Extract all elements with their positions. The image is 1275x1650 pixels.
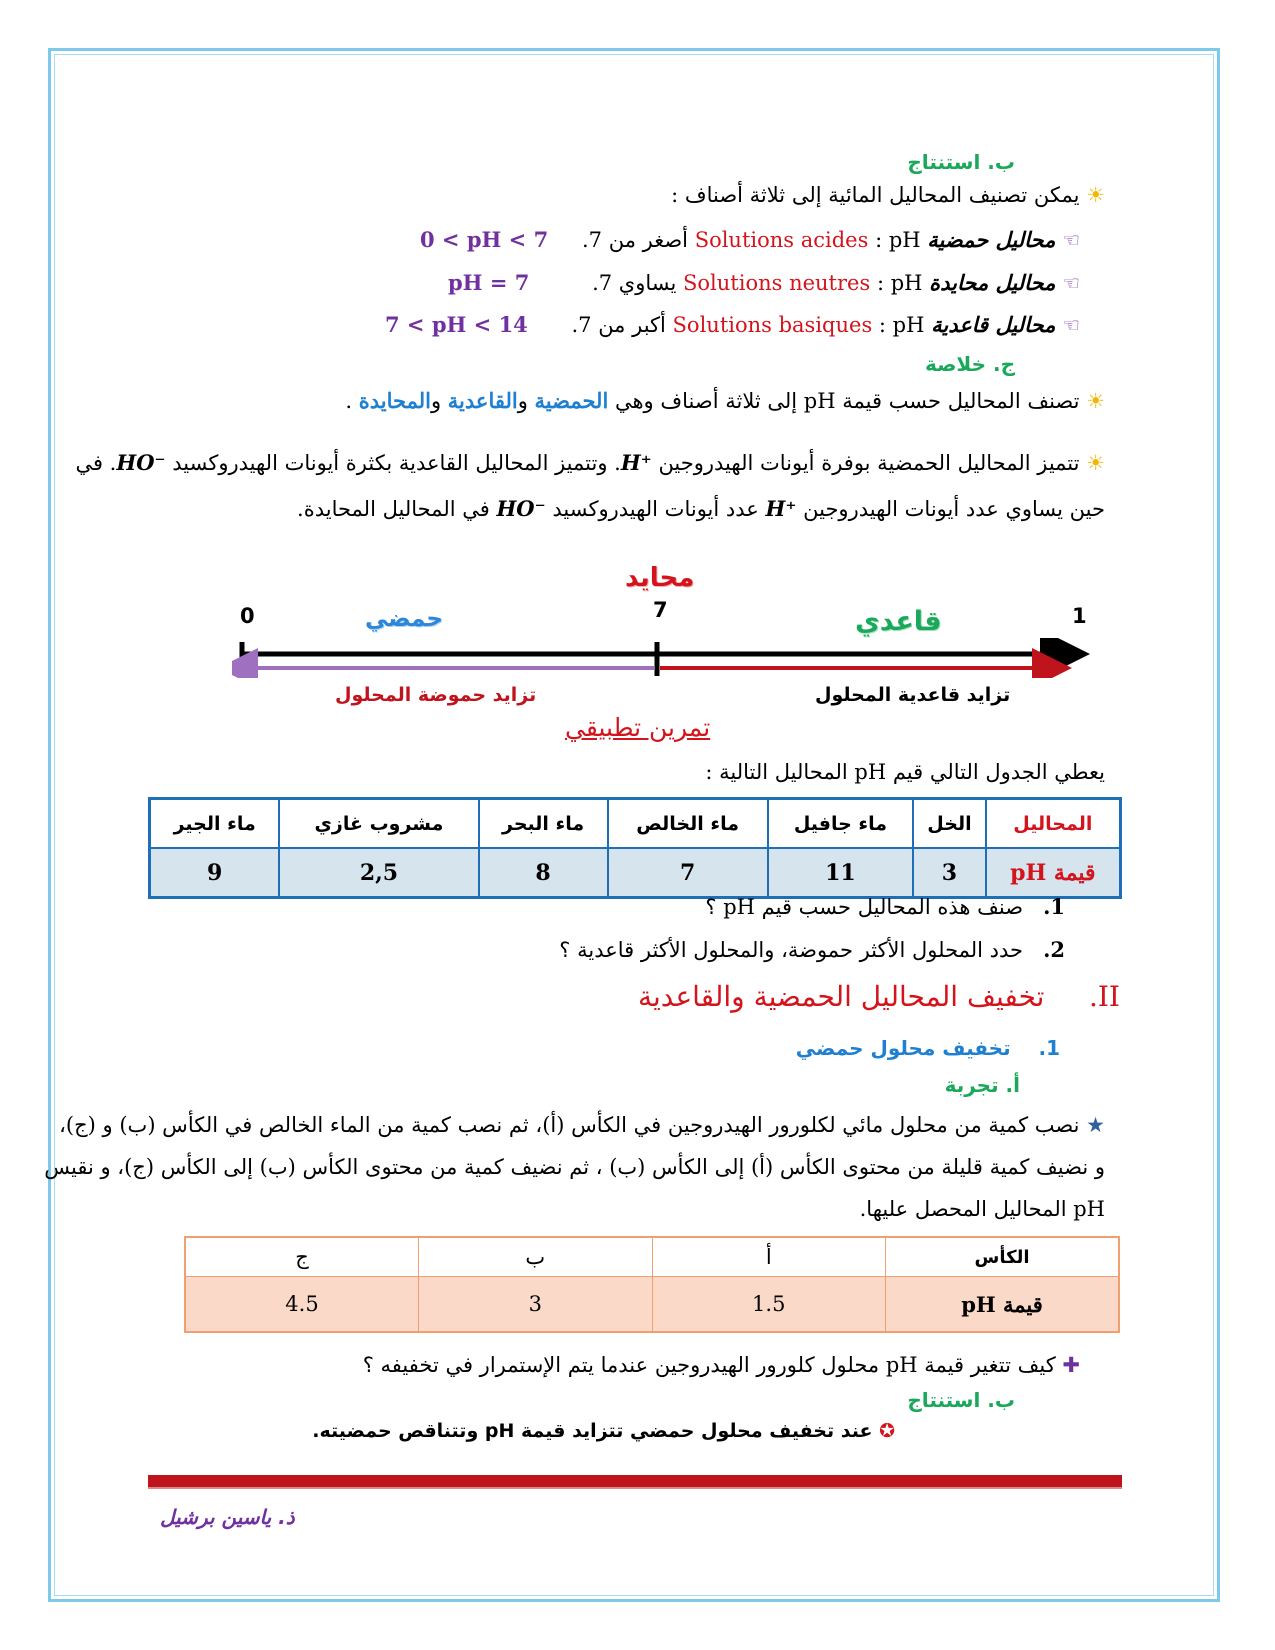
class-basic-rule: : pH أكبر من 7. [571, 313, 925, 337]
word-neutral: المحايدة [358, 388, 431, 413]
question-1-text: صنف هذه المحاليل حسب قيم pH ؟ [705, 895, 1024, 919]
exercise-title: تمرين تطبيقي [565, 713, 711, 742]
class-acid-range: 0 < pH < 7 [420, 227, 549, 252]
section2-title: تخفيف المحاليل الحمضية والقاعدية [637, 980, 1045, 1013]
table-header-cell: ماء الخالص [608, 799, 768, 849]
summary-line3 [297, 496, 1105, 521]
dilution-conclusion-heading: ب. استنتاج [907, 1388, 1015, 1412]
author-name: ذ. ياسين برشيل [160, 1505, 295, 1529]
dilution-question-text: كيف تتغير قيمة pH محلول كلورور الهيدروجين عندما يتم الإستمرار في تخفيفه ؟ [362, 1353, 1056, 1377]
sun-icon: ☀ [1086, 451, 1105, 475]
scale-basic-label: قاعدي [855, 606, 942, 637]
class-neutral-range: pH = 7 [448, 270, 530, 295]
summary-line2 [75, 450, 1105, 475]
table-header-cell: ب [419, 1237, 653, 1277]
question-2-text: حدد المحلول الأكثر حموضة، والمحلول الأكثر قاعدية ؟ [559, 938, 1024, 962]
summary-line3b: عدد أيونات الهيدروكسيد [552, 497, 759, 521]
scale-acid-arrow-label: تزايد حموضة المحلول [335, 684, 537, 706]
class-neutral-rule: : pH يساوي 7. [592, 271, 923, 295]
summary-line1-text: تصنف المحاليل حسب قيمة pH إلى ثلاثة أصناف وهي [614, 389, 1080, 413]
class-acid-rule: : pH أصغر من 7. [581, 228, 921, 252]
table-values-row [185, 1277, 1119, 1333]
experiment-line1 [59, 1113, 1105, 1137]
table-header-cell: الخل [913, 799, 985, 849]
table-header-row [185, 1237, 1119, 1277]
class-neutral-fr: Solutions neutres [683, 271, 871, 295]
table-value-cell: 3 [419, 1277, 653, 1333]
table-value-cell: 1.5 [652, 1277, 886, 1333]
dilution-conclusion-text: عند تخفيف محلول حمضي تتزايد قيمة pH وتتناقص حمضيته. [312, 1420, 873, 1442]
experiment-line3: pH المحاليل المحصل عليها. [859, 1197, 1105, 1221]
class-neutral-row [592, 270, 1080, 295]
experiment-heading: أ. تجربة [944, 1073, 1020, 1097]
word-basic: القاعدية [447, 388, 518, 413]
subsection-1-title: تخفيف محلول حمضي [795, 1036, 1011, 1060]
summary-line3c: في المحاليل المحايدة. [297, 497, 490, 521]
table-header-cell: الكأس [886, 1237, 1120, 1277]
ion-hydrogen: H⁺ [765, 496, 797, 521]
section2-heading [638, 980, 1120, 1013]
summary-line1 [345, 388, 1105, 413]
table-header-cell: ماء الجير [150, 799, 280, 849]
ph-scale-diagram [232, 638, 1092, 678]
summary-line2b: . وتتميز المحاليل القاعدية بكثرة أيونات الهيدروكسيد [172, 451, 621, 475]
scale-fourteen: 1 [1072, 604, 1087, 628]
summary-line3a: حين يساوي عدد أيونات الهيدروجين [803, 497, 1105, 521]
question-1 [705, 894, 1065, 919]
class-basic-row [571, 312, 1080, 337]
question-2-number: 2. [1043, 937, 1065, 962]
cross-arrows-icon: ✚ [1062, 1353, 1080, 1377]
table-header-cell: ماء جافيل [768, 799, 914, 849]
scale-basic-arrow-label: تزايد قاعدية المحلول [815, 684, 1011, 706]
table-value-cell: 11 [768, 848, 914, 898]
section2-number: II. [1088, 980, 1120, 1013]
dilution-conclusion [312, 1420, 895, 1442]
pointing-hand-icon: ☜ [1062, 228, 1080, 252]
star-icon: ★ [1086, 1113, 1105, 1137]
question-2 [559, 937, 1065, 962]
table-value-cell: 3 [913, 848, 985, 898]
subsection-1 [796, 1036, 1060, 1060]
table-header-cell: ماء البحر [479, 799, 608, 849]
table-value-cell: 8 [479, 848, 608, 898]
class-basic-ar: محاليل قاعدية [931, 312, 1056, 337]
word-acidic: الحمضية [534, 388, 609, 413]
table-value-cell: قيمة pH [986, 848, 1121, 898]
table-value-cell: 9 [150, 848, 280, 898]
footer-bar [148, 1475, 1122, 1489]
question-1-number: 1. [1043, 894, 1065, 919]
class-basic-fr: Solutions basiques [672, 313, 873, 337]
table-value-cell: قيمة pH [886, 1277, 1120, 1333]
dilution-question [363, 1353, 1080, 1377]
class-acid-row [582, 227, 1080, 252]
ph-values-table [148, 797, 1122, 899]
table-value-cell: 2,5 [279, 848, 478, 898]
summary-line2a: تتميز المحاليل الحمضية بوفرة أيونات الهيدروجين [658, 451, 1080, 475]
exercise-intro: يعطي الجدول التالي قيم pH المحاليل التالية : [705, 760, 1105, 784]
table-value-cell: 4.5 [185, 1277, 419, 1333]
experiment-line1-text: نصب كمية من محلول مائي لكلورور الهيدروجين في الكأس (أ)، ثم نصب كمية من الماء الخالص في الكأس (ب) و (ج)، [59, 1113, 1080, 1137]
sun-icon: ☀ [1086, 389, 1105, 413]
conclusion-intro [671, 183, 1105, 207]
scale-acid-label: حمضي [365, 606, 443, 632]
subsection-1-number: 1. [1038, 1036, 1060, 1060]
word-and: و [430, 389, 448, 413]
table-value-cell: 7 [608, 848, 768, 898]
star-badge-icon: ✪ [879, 1420, 895, 1442]
table-header-cell: ج [185, 1237, 419, 1277]
ion-hydrogen: H⁺ [620, 450, 652, 475]
sun-icon: ☀ [1086, 183, 1105, 207]
experiment-line2: و نضيف كمية قليلة من محتوى الكأس (أ) إلى الكأس (ب) ، ثم نضيف كمية من محتوى الكأس (ب) إلى الكأس (ج)، و نقيس [44, 1155, 1105, 1179]
ion-hydroxide: HO⁻ [496, 496, 546, 521]
class-acid-fr: Solutions acides [694, 228, 869, 252]
word-and: و [517, 389, 535, 413]
ion-hydroxide: HO⁻ [116, 450, 166, 475]
table-header-row [150, 799, 1121, 849]
pointing-hand-icon: ☜ [1062, 313, 1080, 337]
table-values-row [150, 848, 1121, 898]
class-neutral-ar: محاليل محايدة [929, 270, 1056, 295]
conclusion-intro-text: يمكن تصنيف المحاليل المائية إلى ثلاثة أصناف : [671, 183, 1080, 207]
table-header-cell: المحاليل [986, 799, 1121, 849]
class-acid-ar: محاليل حمضية [927, 227, 1056, 252]
class-basic-range: 7 < pH < 14 [385, 312, 528, 337]
summary-heading: ج. خلاصة [924, 352, 1015, 376]
table-header-cell: أ [652, 1237, 886, 1277]
dilution-table [184, 1236, 1120, 1333]
scale-seven: 7 [653, 598, 668, 622]
pointing-hand-icon: ☜ [1062, 271, 1080, 295]
table-header-cell: مشروب غازي [279, 799, 478, 849]
scale-neutral-label: محايد [625, 563, 695, 593]
conclusion-heading: ب. استنتاج [907, 150, 1015, 174]
scale-zero: 0 [240, 604, 255, 628]
summary-line1-end: . [345, 389, 359, 413]
summary-line2c: . في [75, 451, 117, 475]
